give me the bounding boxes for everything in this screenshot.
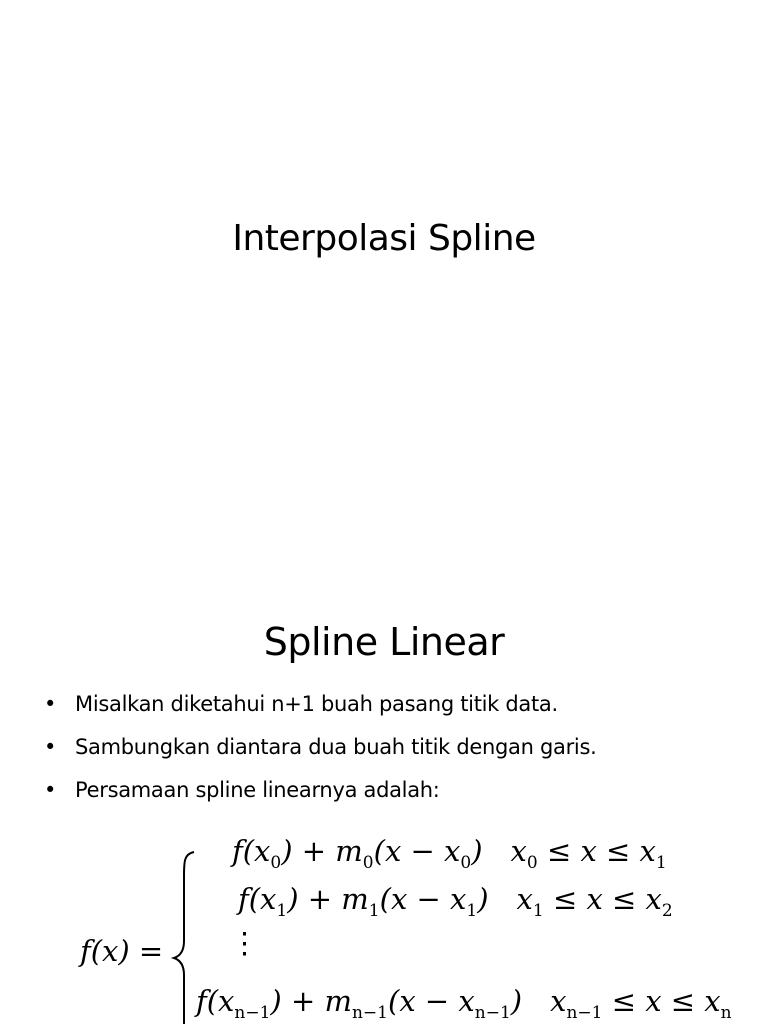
- bullet-text: Sambungkan diantara dua buah titik dengan garis.: [75, 735, 597, 759]
- bullet-list: [44, 690, 596, 819]
- bullet-item: [44, 690, 596, 733]
- formula-row: $f(x_0) + m_0(x - x_0) x_0 \le x \le x_1$: [232, 834, 667, 873]
- bullet-icon: •: [44, 692, 57, 716]
- bullet-text: Persamaan spline linearnya adalah:: [75, 778, 440, 802]
- bullet-item: [44, 733, 596, 776]
- slide-title: Spline Linear: [263, 620, 505, 664]
- bullet-icon: •: [44, 778, 57, 802]
- formula-row: $f(x_1) + m_1(x - x_1) x_1 \le x \le x_2$: [238, 882, 673, 921]
- spline-formula: [0, 826, 768, 1024]
- bullet-item: [44, 776, 596, 819]
- slide-spline-linear: [0, 576, 768, 1024]
- formula-row: $f(x_{n-1}) + m_{n-1}(x - x_{n-1}) x_{n-1} \le x \le x_n$: [196, 984, 732, 1023]
- formula-vdots: ⋮: [230, 926, 259, 960]
- slide-title: Interpolasi Spline: [232, 218, 536, 259]
- bullet-text: Misalkan diketahui n+1 buah pasang titik data.: [75, 692, 558, 716]
- bullet-icon: •: [44, 735, 57, 759]
- formula-lhs: f(x) =: [80, 934, 164, 968]
